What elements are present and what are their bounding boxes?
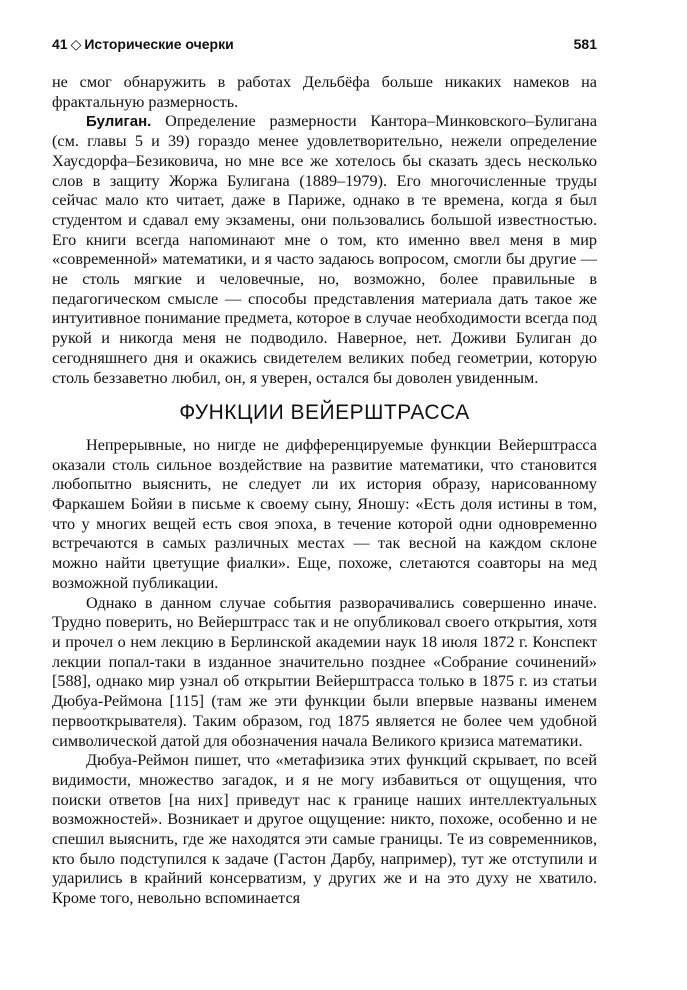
chapter-number: 41 (52, 36, 68, 52)
paragraph-continued: не смог обнаружить в работах Дельбёфа больше никаких намеков на фрактальную размерность. (52, 73, 597, 111)
running-header (52, 36, 597, 56)
diamond-icon: ◇ (70, 36, 82, 52)
paragraph-weierstrass-1: Непрерывные, но нигде не дифференцируемые функции Вейерштрасса оказали столь сильное воздействие на развитие математики, что становится любопытно выяснить, не следует ли их история образу, нарисованному Фаркашем Бойяи в письме к своему сыну, Яношу: «Есть доля истины в том, что у многих вещей есть своя эпоха, в течение которой одни одновременно встречаются в самых различных местах — так весной на каждом склоне можно найти цветущие фиалки». Еще, похоже, слетаются соавторы на мед возможной публикации. (52, 435, 597, 592)
runin-heading-bouligand: Булиган. (86, 113, 152, 131)
paragraph-weierstrass-2: Однако в данном случае события разворачивались совершенно иначе. Трудно поверить, но Вейерштрасс так и не опубликовал своего открытия, хотя и прочел о нем лекцию в Берлинской академии наук 18 июля 1872 г. Конспект лекции попал-таки в изданное значительно позднее «Собрание сочинений» [588], однако мир узнал об открытии Вейерштрасса только в 1875 г. из статьи Дюбуа-Реймона [115] (там же эти функции были впервые названы именем первооткрывателя). Таким образом, год 1875 является не более чем удобной символической датой для обозначения начала Великого кризиса математики. (52, 593, 597, 750)
paragraph-bouligand (52, 112, 597, 388)
paragraph-bouligand-text: Определение размерности Кантора–Минковского–Булигана (см. главы 5 и 39) гораздо менее удовлетворительно, нежели определение Хаусдорфа–Безиковича, но мне все же хотелось бы сказать здесь несколько слов в защиту Жоржа Булигана (1889–1979). Его многочисленные труды сейчас мало кто читает, даже в Париже, однако в те времена, когда я был студентом и сдавал ему экзамены, они пользовались большой известностью. Его книги всегда напоминают мне о том, кто именно ввел меня в мир «современной» математики, и я часто задаюсь вопросом, смогли бы другие — не столь мягкие и человечные, но, возможно, более правильные в педагогическом смысле — способы представления материала дать такое же интуитивное понимание предмета, которое в случае необходимости всегда под рукой и никогда меня не подводило. Наверное, нет. Доживи Булиган до сегодняшнего дня и окажись свидетелем великих побед геометрии, которую столь беззаветно любил, он, я уверен, остался бы доволен увиденным. (52, 112, 598, 387)
page-number: 581 (573, 36, 597, 52)
chapter-heading (52, 36, 234, 53)
chapter-title: Исторические очерки (84, 36, 234, 52)
paragraph-weierstrass-3: Дюбуа-Реймон пишет, что «метафизика этих функций скрывает, по всей видимости, множество загадок, и я не могу избавиться от ощущения, что поиски ответов [на них] приведут нас к границе наших интеллектуальных возможностей». Возникает и другое ощущение: никто, похоже, особенно и не спешил выяснить, где же находятся эти самые границы. Те из современников, кто было подступился к задаче (Гастон Дарбу, например), тут же отступили и ударились в крайний консерватизм, у других же и на это духу не хватило. Кроме того, невольно вспоминается (52, 751, 597, 908)
section-title: ФУНКЦИИ ВЕЙЕРШТРАССА (179, 401, 470, 425)
page-body (52, 73, 597, 909)
